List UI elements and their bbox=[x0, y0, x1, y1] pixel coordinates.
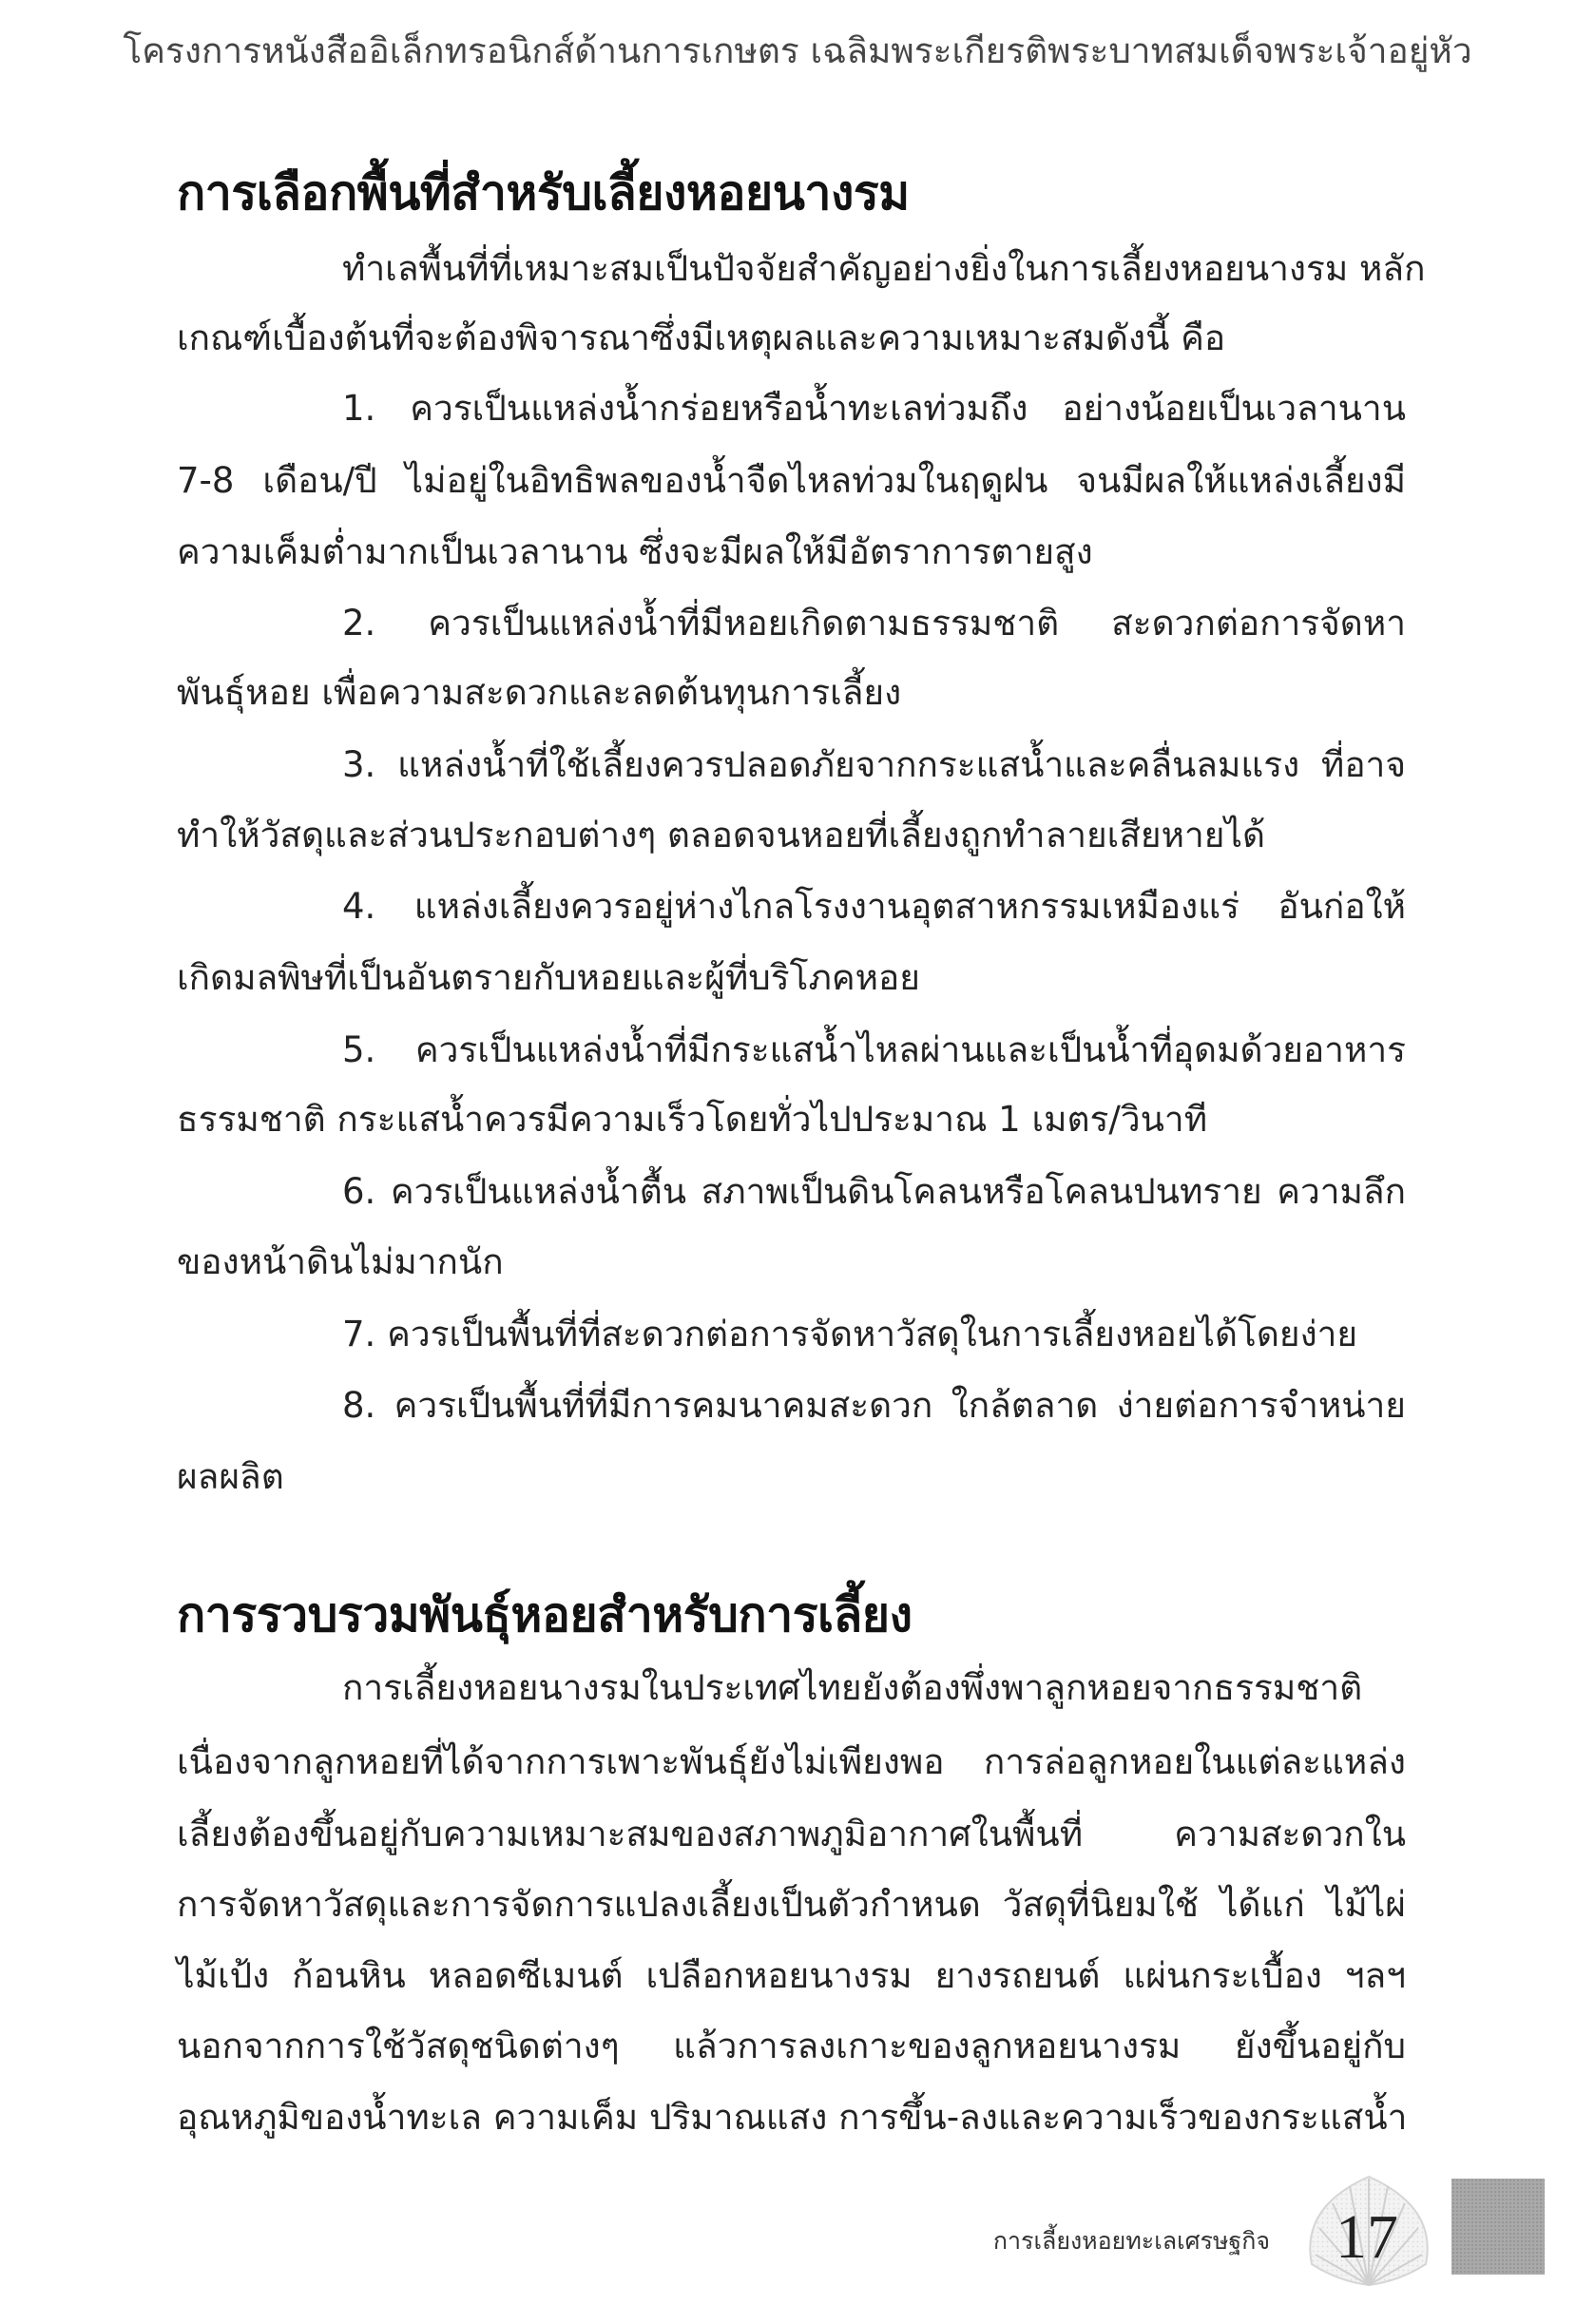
criterion-1-line: ความเค็มต่ำมากเป็นเวลานาน ซึ่งจะมีผลให้มีอัตราการตายสูง bbox=[177, 531, 1093, 572]
criterion-8-line: 8. ควรเป็นพื้นที่ที่มีการคมนาคมสะดวก ใกล้ตลาด ง่ายต่อการจำหน่าย bbox=[342, 1385, 1406, 1426]
intro-paragraph-line: เกณฑ์เบื้องต้นที่จะต้องพิจารณาซึ่งมีเหตุผลและความเหมาะสมดังนี้ คือ bbox=[177, 317, 1226, 358]
criterion-6-line: ของหน้าดินไม่มากนัก bbox=[177, 1241, 504, 1282]
section-heading: การเลือกพื้นที่สำหรับเลี้ยงหอยนางรม bbox=[177, 165, 910, 221]
criterion-6-line: 6. ควรเป็นแหล่งน้ำตื้น สภาพเป็นดินโคลนหรือโคลนปนทราย ความลึก bbox=[342, 1171, 1406, 1212]
criterion-5-line: ธรรมชาติ กระแสน้ำควรมีความเร็วโดยทั่วไปประมาณ 1 เมตร/วินาที bbox=[177, 1099, 1208, 1140]
footer-book-title: การเลี้ยงหอยทะเลเศรษฐกิจ bbox=[992, 2227, 1270, 2255]
criterion-5-line: 5. ควรเป็นแหล่งน้ำที่มีกระแสน้ำไหลผ่านและเป็นน้ำที่อุดมด้วยอาหาร bbox=[342, 1029, 1406, 1070]
page-number: 17 bbox=[1336, 2202, 1398, 2272]
paragraph-line: เนื่องจากลูกหอยที่ได้จากการเพาะพันธุ์ยังไม่เพียงพอ การล่อลูกหอยในแต่ละแหล่ง bbox=[177, 1741, 1406, 1782]
paragraph-line: การจัดหาวัสดุและการจัดการแปลงเลี้ยงเป็นตัวกำหนด วัสดุที่นิยมใช้ ได้แก่ ไม้ไผ่ bbox=[177, 1884, 1406, 1925]
paragraph-line: การเลี้ยงหอยนางรมในประเทศไทยยังต้องพึ่งพาลูกหอยจากธรรมชาติ bbox=[342, 1667, 1363, 1708]
criterion-2-line: 2. ควรเป็นแหล่งน้ำที่มีหอยเกิดตามธรรมชาติ สะดวกต่อการจัดหา bbox=[342, 603, 1406, 643]
paragraph-line: อุณหภูมิของน้ำทะเล ความเค็ม ปริมาณแสง การขึ้น-ลงและความเร็วของกระแสน้ำ bbox=[177, 2097, 1408, 2138]
criterion-4-line: เกิดมลพิษที่เป็นอันตรายกับหอยและผู้ที่บริโภคหอย bbox=[177, 957, 920, 998]
paragraph-line: ไม้เป้ง ก้อนหิน หลอดซีเมนต์ เปลือกหอยนางรม ยางรถยนต์ แผ่นกระเบื้อง ฯลฯ bbox=[177, 1955, 1406, 1996]
paragraph-line: นอกจากการใช้วัสดุชนิดต่างๆ แล้วการลงเกาะของลูกหอยนางรม ยังขึ้นอยู่กับ bbox=[177, 2026, 1406, 2066]
criterion-3-line: ทำให้วัสดุและส่วนประกอบต่างๆ ตลอดจนหอยที่เลี้ยงถูกทำลายเสียหายได้ bbox=[177, 815, 1266, 855]
criterion-1-line: 7-8 เดือน/ปี ไม่อยู่ในอิทธิพลของน้ำจืดไหลท่วมในฤดูฝน จนมีผลให้แหล่งเลี้ยงมี bbox=[177, 460, 1406, 501]
criterion-3-line: 3. แหล่งน้ำที่ใช้เลี้ยงควรปลอดภัยจากกระแสน้ำและคลื่นลมแรง ที่อาจ bbox=[342, 744, 1406, 785]
criterion-1-line: 1. ควรเป็นแหล่งน้ำกร่อยหรือน้ำทะเลท่วมถึง อย่างน้อยเป็นเวลานาน bbox=[342, 388, 1406, 429]
intro-paragraph-line: ทำเลพื้นที่ที่เหมาะสมเป็นปัจจัยสำคัญอย่างยิ่งในการเลี้ยงหอยนางรม หลัก bbox=[342, 248, 1426, 289]
running-header: โครงการหนังสืออิเล็กทรอนิกส์ด้านการเกษตร เฉลิมพระเกียรติพระบาทสมเด็จพระเจ้าอยู่หัว bbox=[123, 30, 1472, 71]
criterion-8-line: ผลผลิต bbox=[177, 1456, 284, 1497]
page-edge-tab bbox=[1451, 2179, 1545, 2275]
criterion-4-line: 4. แหล่งเลี้ยงควรอยู่ห่างไกลโรงงานอุตสาหกรรมเหมืองแร่ อันก่อให้ bbox=[342, 886, 1406, 927]
criterion-7-line: 7. ควรเป็นพื้นที่ที่สะดวกต่อการจัดหาวัสดุในการเลี้ยงหอยได้โดยง่าย bbox=[342, 1314, 1358, 1354]
section-heading: การรวบรวมพันธุ์หอยสำหรับการเลี้ยง bbox=[177, 1587, 913, 1642]
paragraph-line: เลี้ยงต้องขึ้นอยู่กับความเหมาะสมของสภาพภูมิอากาศในพื้นที่ ความสะดวกใน bbox=[177, 1814, 1406, 1854]
criterion-2-line: พันธุ์หอย เพื่อความสะดวกและลดต้นทุนการเลี้ยง bbox=[177, 672, 902, 713]
